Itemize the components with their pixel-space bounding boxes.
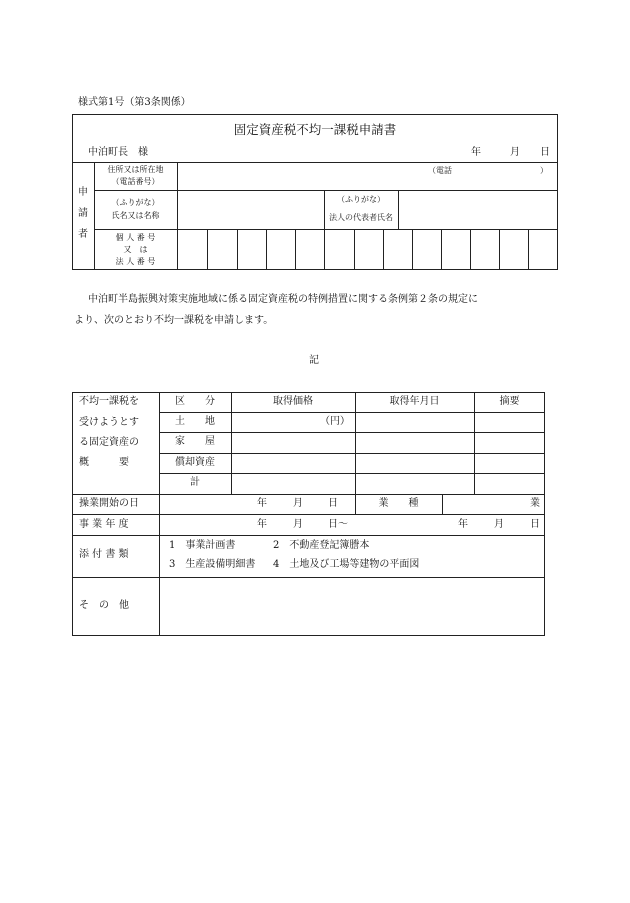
applicant-label-1: 申 xyxy=(78,187,88,198)
phone-close: ） xyxy=(540,166,548,175)
business-day2: 日 xyxy=(530,519,540,530)
date-day-label: 日 xyxy=(540,147,550,158)
header-price: 取得価格 xyxy=(273,396,313,407)
applicant-label-2: 請 xyxy=(78,208,88,219)
applicant-label-3: 者 xyxy=(78,229,88,240)
asset-row-label-4: 概 要 xyxy=(79,457,129,468)
asset-row-label-1: 不均一課税を xyxy=(79,396,139,407)
business-year2: 年 xyxy=(458,519,468,530)
business-year-label: 事 業 年 度 xyxy=(79,519,129,530)
body-text-1: 中泊町半島振興対策実施地域に係る固定資産税の特例措置に関する条例第２条の規定に xyxy=(88,294,478,305)
phone-number-label: （電話番号） xyxy=(111,177,160,186)
body-text-2: より、次のとおり不均一課税を申請します。 xyxy=(74,315,274,326)
attachments-label: 添 付 書 類 xyxy=(79,549,129,560)
category-depreciable: 償却資産 xyxy=(175,457,215,468)
header-date: 取得年月日 xyxy=(389,396,440,407)
industry-suffix: 業 xyxy=(530,498,540,509)
furigana-label: （ふりがな） xyxy=(111,198,160,207)
attachment-item-1: 1 事業計画書 xyxy=(169,540,236,551)
ki-label: 記 xyxy=(309,355,319,366)
operation-start-label: 操業開始の日 xyxy=(79,498,139,509)
date-year-label: 年 xyxy=(471,147,481,158)
asset-row-label-3: る固定資産の xyxy=(79,437,139,448)
form-title: 固定資産税不均一課税申請書 xyxy=(233,122,397,137)
operation-year: 年 xyxy=(257,498,267,509)
header-remarks: 摘要 xyxy=(499,396,520,407)
id-label-3: 法 人 番 号 xyxy=(115,257,156,266)
business-month2: 月 xyxy=(494,519,504,530)
attachment-item-2: 2 不動産登記簿謄本 xyxy=(273,540,370,551)
date-month-label: 月 xyxy=(510,147,520,158)
rep-name-label: 法人の代表者氏名 xyxy=(329,213,393,222)
business-month1: 月 xyxy=(293,519,303,530)
header-category: 区 分 xyxy=(175,396,215,407)
attachment-item-4: 4 土地及び工場等建物の平面図 xyxy=(273,559,420,570)
operation-month: 月 xyxy=(293,498,303,509)
asset-row-label-2: 受けようとす xyxy=(79,417,139,428)
addressee: 中泊町長 様 xyxy=(88,147,148,158)
category-building: 家 屋 xyxy=(175,436,215,447)
operation-day: 日 xyxy=(328,498,338,509)
category-land: 土 地 xyxy=(175,416,215,427)
other-label: そ の 他 xyxy=(79,600,129,611)
phone-open: （電話 xyxy=(428,166,452,175)
unit-yen: （円） xyxy=(320,416,350,427)
category-total: 計 xyxy=(190,477,200,488)
business-year1: 年 xyxy=(257,519,267,530)
name-label: 氏名又は名称 xyxy=(111,211,160,220)
industry-label: 業 種 xyxy=(378,498,419,509)
form-number: 様式第1号（第3条関係） xyxy=(78,97,191,108)
id-label-2: 又 は xyxy=(123,245,148,254)
attachment-item-3: 3 生産設備明細書 xyxy=(169,559,256,570)
id-label-1: 個 人 番 号 xyxy=(115,233,156,242)
rep-furigana-label: （ふりがな） xyxy=(337,195,385,204)
business-day1: 日〜 xyxy=(328,519,348,530)
address-label: 住所又は所在地 xyxy=(107,165,164,174)
